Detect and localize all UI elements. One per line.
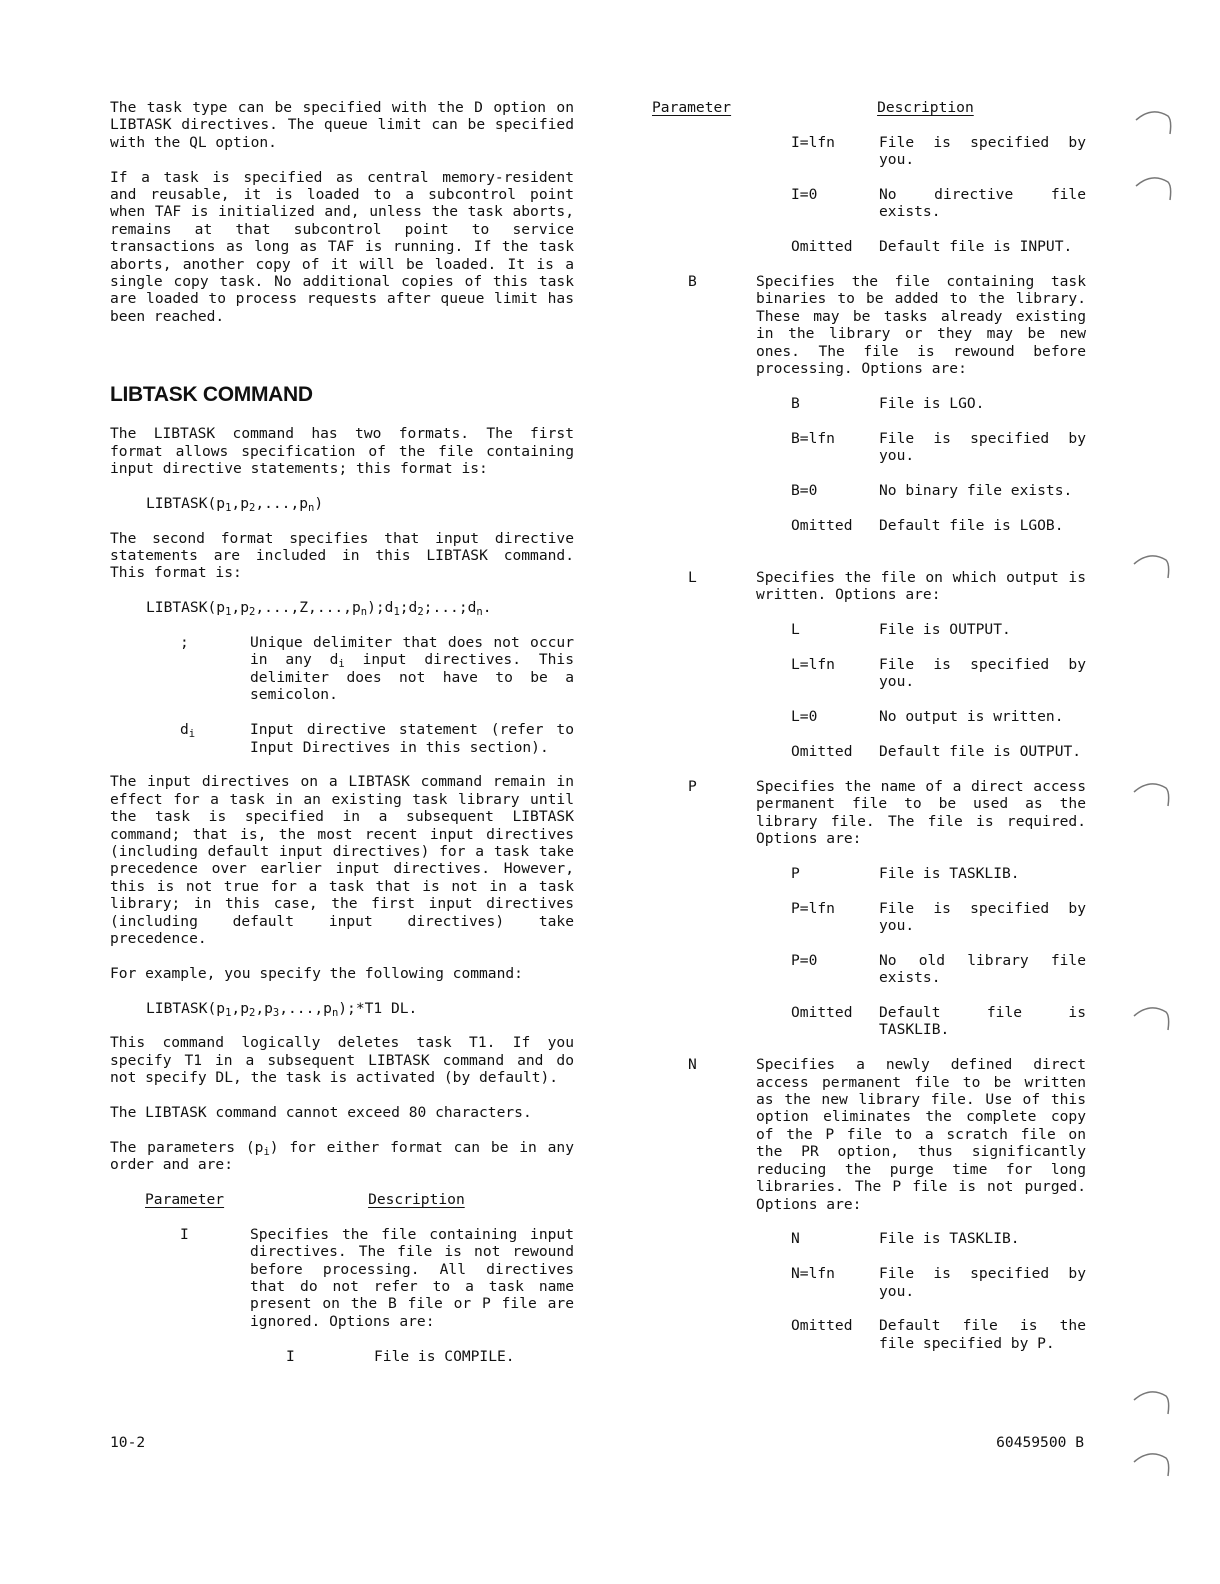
description-column-header: Description [368,1190,465,1208]
option-description: File is specified by you. [879,1265,1086,1300]
option-description: Default file is LGOB. [879,516,1064,534]
option-row [791,430,1088,465]
parameter-description: Specifies a newly defined direct access permanent file to be written as the new library file. Use of this option eliminates the complete copy of the P file to a scratch file on the PR option, thus significantly reducing the purge time for long libraries. The P file is not purged. Options are: [756,1056,1086,1213]
binder-hole-mark [1130,776,1172,812]
option-row [791,395,1088,412]
parameter-description: Specifies the file on which output is written. Options are: [756,569,1086,604]
binder-hole-mark [1130,1000,1172,1036]
option-term: I=0 [791,186,818,203]
option-row [286,1348,574,1365]
parameter-row-p [652,778,1088,848]
binder-hole-mark [1132,104,1174,140]
paragraph-second-format: The second format specifies that input directive statements are included in this LIBTASK command. This format is: [110,529,574,582]
option-row [791,482,1088,499]
parameter-row-l [652,569,1088,604]
option-description: Default file is INPUT. [879,238,1073,256]
options-i [791,134,1088,256]
paragraph-example-intro: For example, you specify the following command: [110,964,523,982]
option-row [791,621,1088,638]
option-row [791,865,1088,882]
options-b [791,395,1088,534]
parameter-description: Specifies the file containing task binaries to be added to the library. These may be tasks already existing in the library or they may be new ones. The file is rewound before processing. Options are: [756,273,1086,378]
parameter-term: I [180,1225,189,1243]
option-term: L=0 [791,708,818,726]
option-term: I [286,1347,295,1365]
option-term: Omitted [791,1004,853,1022]
parameter-term: B [688,273,697,290]
right-column [652,99,1088,1370]
option-term: P=0 [791,951,818,969]
option-term: Omitted [791,743,853,761]
paragraph-formats: The LIBTASK command has two formats. The first format allows specification of the file containing input directive statements; this format is: [110,425,574,478]
option-term: N [791,1230,800,1248]
format-definitions [110,634,574,756]
option-term: L=lfn [791,656,835,674]
option-description: File is specified by you. [879,899,1086,935]
option-term: I=lfn [791,133,835,151]
definition-row [110,634,574,704]
option-row [791,743,1088,760]
paragraph-input-directives: The input directives on a LIBTASK command remain in effect for a task in an existing task library until the task is specified in a subsequent LIBTASK command; that is, the most recent input directives (including default input directives) for a task take precedence over earlier input directives. However, this is not true for a task that is not in a task library; in this case, the first input directives (including default input directives) take precedence. [110,773,574,947]
option-row [791,186,1088,221]
option-term: Omitted [791,238,853,256]
option-term: Omitted [791,516,853,534]
option-description: No binary file exists. [879,481,1073,499]
options-n [791,1230,1088,1352]
definition-row [110,721,574,756]
binder-hole-mark [1130,1446,1172,1482]
paragraph-example-explain: This command logically deletes task T1. If you specify T1 in a subsequent LIBTASK command and do not specify DL, the task is activated (by default). [110,1034,574,1087]
option-description: File is specified by you. [879,429,1086,465]
command-format-1: $LIBTASK(p_1,p_2,...,p_n)$ [146,494,324,514]
definition-term: ; [180,634,189,652]
parameter-term: P [688,777,697,795]
definition-description: Input directive statement (refer to Input Directives in this section). [250,721,574,756]
option-row [791,517,1088,534]
parameter-row-n [652,1056,1088,1213]
option-description: File is specified by you. [879,133,1086,169]
option-row [791,900,1088,935]
parameter-table-header [145,1191,574,1208]
paragraph-task-type: The task type can be specified with the D option on LIBTASK directives. The queue limit can be specified with the QL option. [110,99,574,151]
option-description: No directive file exists. [879,186,1086,221]
option-term: L [791,621,800,639]
option-term: P=lfn [791,899,835,917]
option-description: No output is written. [879,708,1064,726]
command-example: $LIBTASK(p_1,p_2,p_3,...,p_n);*T1$ DL. [146,999,418,1019]
option-row [791,238,1088,255]
parameter-term: L [688,569,697,587]
parameter-row-b [652,273,1088,377]
option-description: File is COMPILE. [374,1347,515,1365]
option-row [791,1317,1088,1352]
option-row [791,952,1088,987]
parameter-term: N [688,1056,697,1074]
paragraph-cm-resident: If a task is specified as central memory-resident and reusable, it is loaded to a subcontrol point when TAF is initialized and, unless the task aborts, remains at that subcontrol point to service transactions as long as TAF is running. If the task aborts, another copy of it will be loaded. It is a single copy task. No additional copies of this task are loaded to process requests after queue limit has been reached. [110,168,574,325]
option-row [791,1004,1088,1039]
option-description: File is TASKLIB. [879,864,1020,882]
option-row [791,1230,1088,1247]
left-column [110,99,574,1382]
binder-hole-mark [1130,548,1172,584]
parameter-description: Specifies the name of a direct access permanent file to be used as the library file. The file is required. Options are: [756,777,1086,848]
paragraph-length-limit: The LIBTASK command cannot exceed 80 characters. [110,1103,532,1121]
option-row [791,708,1088,725]
parameter-column-header: Parameter [652,99,732,116]
parameter-description: Specifies the file containing input directives. The file is not rewound before processing. All directives that do not refer to a task name present on the B file or P file are ignored. Options are: [250,1225,574,1330]
binder-hole-mark [1130,1384,1172,1420]
option-row [791,134,1088,169]
option-term: B [791,394,800,412]
option-row [791,656,1088,691]
option-description: File is LGO. [879,394,985,412]
binder-hole-mark [1132,170,1174,206]
paragraph-parameters: The parameters $(p_i)$ for either format can be in any order and are: [110,1138,574,1174]
option-row [791,1265,1088,1300]
document-number: 60459500 B [996,1434,1084,1451]
option-term: N=lfn [791,1265,835,1283]
option-term: B=0 [791,481,818,499]
option-description: Default file is OUTPUT. [879,743,1082,761]
parameter-table-header [652,99,1088,116]
definition-term: $d_i$ [180,721,196,741]
description-column-header: Description [877,99,974,116]
options-p [791,865,1088,1039]
option-description: File is TASKLIB. [879,1230,1020,1248]
command-format-2: $LIBTASK(p_1,p_2,...,Z,...,p_n);d_1;d_2;...;d_n$. [146,599,492,619]
option-description: Default file is the file specified by P. [879,1317,1086,1352]
option-description: No old library file exists. [879,951,1086,987]
option-term: Omitted [791,1317,853,1335]
section-heading: LIBTASK COMMAND [110,383,313,407]
option-term: P [791,864,800,882]
option-description: File is OUTPUT. [879,621,1011,639]
options-l [791,621,1088,760]
page-number: 10-2 [110,1434,146,1451]
option-term: B=lfn [791,429,835,447]
definition-description: Unique delimiter that does not occur in any $d_i$ input directives. This delimiter does not have to be a semicolon. [250,634,574,704]
parameter-column-header: Parameter [145,1190,225,1208]
parameter-row-i [110,1226,574,1330]
option-description: Default file is TASKLIB. [879,1004,1086,1039]
option-description: File is specified by you. [879,656,1086,691]
